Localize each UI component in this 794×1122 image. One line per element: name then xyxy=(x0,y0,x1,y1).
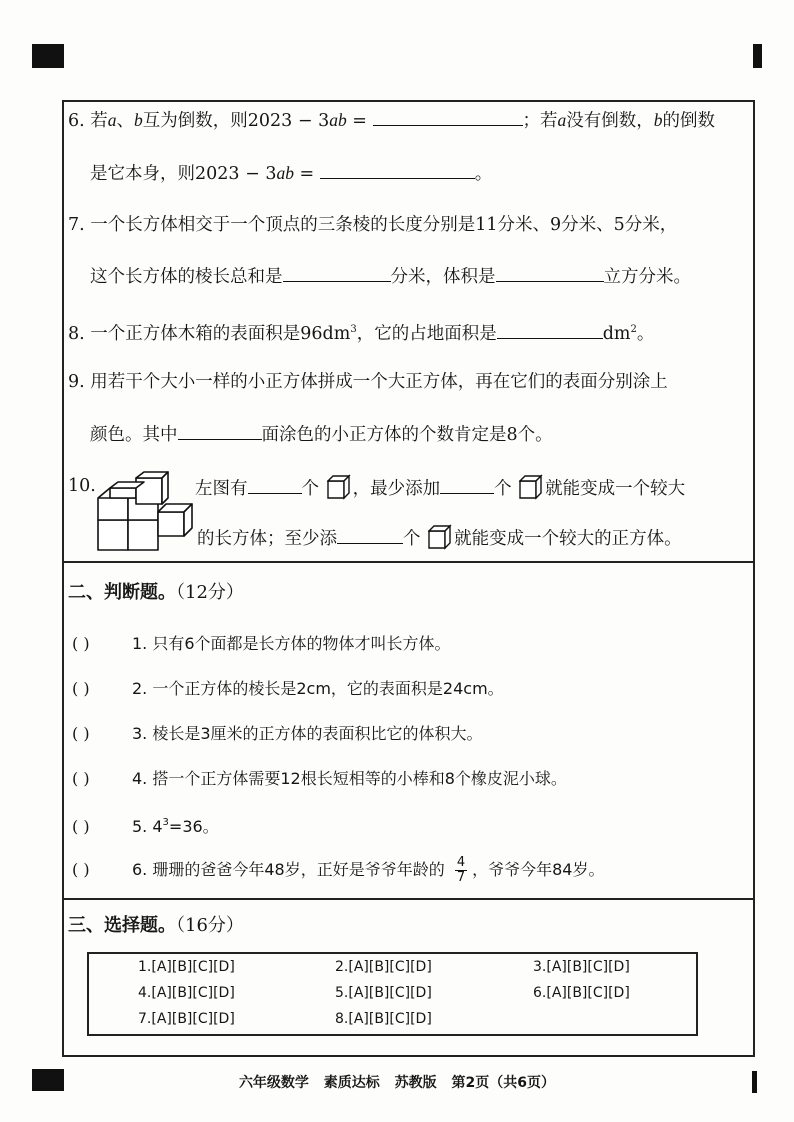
question-9-line-1: 9. 用若干个大小一样的小正方体拼成一个大正方体，再在它们的表面分别涂上 xyxy=(68,372,668,392)
section-divider xyxy=(62,561,755,563)
judge-item: ( ) 3. 棱长是3厘米的正方体的表面积比它的体积大。 xyxy=(72,724,483,743)
answer-option-row[interactable]: 5.[A][B][C][D] xyxy=(335,985,432,1001)
section-title-judge: 二、判断题。（12分） xyxy=(68,582,244,603)
question-6-line-1: 6. 若a、b互为倒数，则2023 − 3ab = ；若a没有倒数，b的倒数 xyxy=(68,110,716,131)
answer-parentheses[interactable]: ( ) xyxy=(72,860,90,879)
cube-icon xyxy=(519,474,543,500)
question-10-line-1: 左图有 个 ，最少添加 个 就能变成一个较大 xyxy=(195,474,685,501)
judge-item: ( ) 6. 珊珊的爸爸今年48岁，正好是爷爷年龄的 $\frac{4}{7}$ ，爷爷今年84岁。 xyxy=(72,855,605,885)
answer-option-row[interactable]: 3.[A][B][C][D] xyxy=(533,959,630,975)
answer-option-row[interactable]: 4.[A][B][C][D] xyxy=(138,985,235,1001)
answer-option-row[interactable]: 6.[A][B][C][D] xyxy=(533,985,630,1001)
question-10-number: 10. xyxy=(68,476,96,496)
answer-blank[interactable] xyxy=(373,109,523,126)
answer-option-row[interactable]: 1.[A][B][C][D] xyxy=(138,959,235,975)
cube-icon xyxy=(428,524,452,550)
answer-option-row[interactable]: 2.[A][B][C][D] xyxy=(335,959,432,975)
page-footer: 六年级数学 素质达标 苏教版 第2页（共6页） xyxy=(238,1075,556,1091)
fraction: $\frac{4}{7}$ xyxy=(456,855,466,885)
answer-blank[interactable] xyxy=(320,162,475,179)
answer-blank[interactable] xyxy=(248,477,302,494)
answer-blank[interactable] xyxy=(440,477,494,494)
judge-item: ( ) 5. $4^3=36$。 xyxy=(72,817,219,836)
registration-mark-top-right xyxy=(753,44,762,68)
question-10-line-2: 的长方体；至少添 个 就能变成一个较大的正方体。 xyxy=(197,524,682,551)
answer-parentheses[interactable]: ( ) xyxy=(72,679,90,698)
answer-parentheses[interactable]: ( ) xyxy=(72,724,90,743)
question-6-line-2: 是它本身，则2023 − 3ab = 。 xyxy=(90,163,493,184)
cube-icon xyxy=(327,474,351,500)
answer-parentheses[interactable]: ( ) xyxy=(72,769,90,788)
answer-option-row[interactable]: 7.[A][B][C][D] xyxy=(138,1011,235,1027)
answer-option-row[interactable]: 8.[A][B][C][D] xyxy=(335,1011,432,1027)
question-7-line-1: 7. 一个长方体相交于一个顶点的三条棱的长度分别是11分米、9分米、5分米， xyxy=(68,215,678,235)
section-title-choice: 三、选择题。（16分） xyxy=(68,915,244,936)
answer-parentheses[interactable]: ( ) xyxy=(72,634,90,653)
answer-blank[interactable] xyxy=(497,322,603,339)
answer-blank[interactable] xyxy=(283,265,391,282)
answer-parentheses[interactable]: ( ) xyxy=(72,817,90,836)
judge-item: ( ) 2. 一个正方体的棱长是2cm，它的表面积是24cm。 xyxy=(72,679,504,698)
question-7-line-2: 这个长方体的棱长总和是 分米，体积是 立方分米。 xyxy=(90,267,691,287)
judge-item: ( ) 1. 只有6个面都是长方体的物体才叫长方体。 xyxy=(72,634,451,653)
judge-item: ( ) 4. 搭一个正方体需要12根长短相等的小棒和8个橡皮泥小球。 xyxy=(72,769,567,788)
registration-mark-top-left xyxy=(32,44,64,68)
question-9-line-2: 颜色。其中 面涂色的小正方体的个数肯定是8个。 xyxy=(90,425,553,445)
answer-blank[interactable] xyxy=(337,527,403,544)
answer-blank[interactable] xyxy=(496,265,604,282)
section-divider xyxy=(62,898,755,900)
question-8: 8. 一个正方体木箱的表面积是$96dm^3$，它的占地面积是 $dm^2$。 xyxy=(68,324,655,344)
stacked-cubes-figure xyxy=(96,470,196,552)
answer-blank[interactable] xyxy=(178,423,262,440)
